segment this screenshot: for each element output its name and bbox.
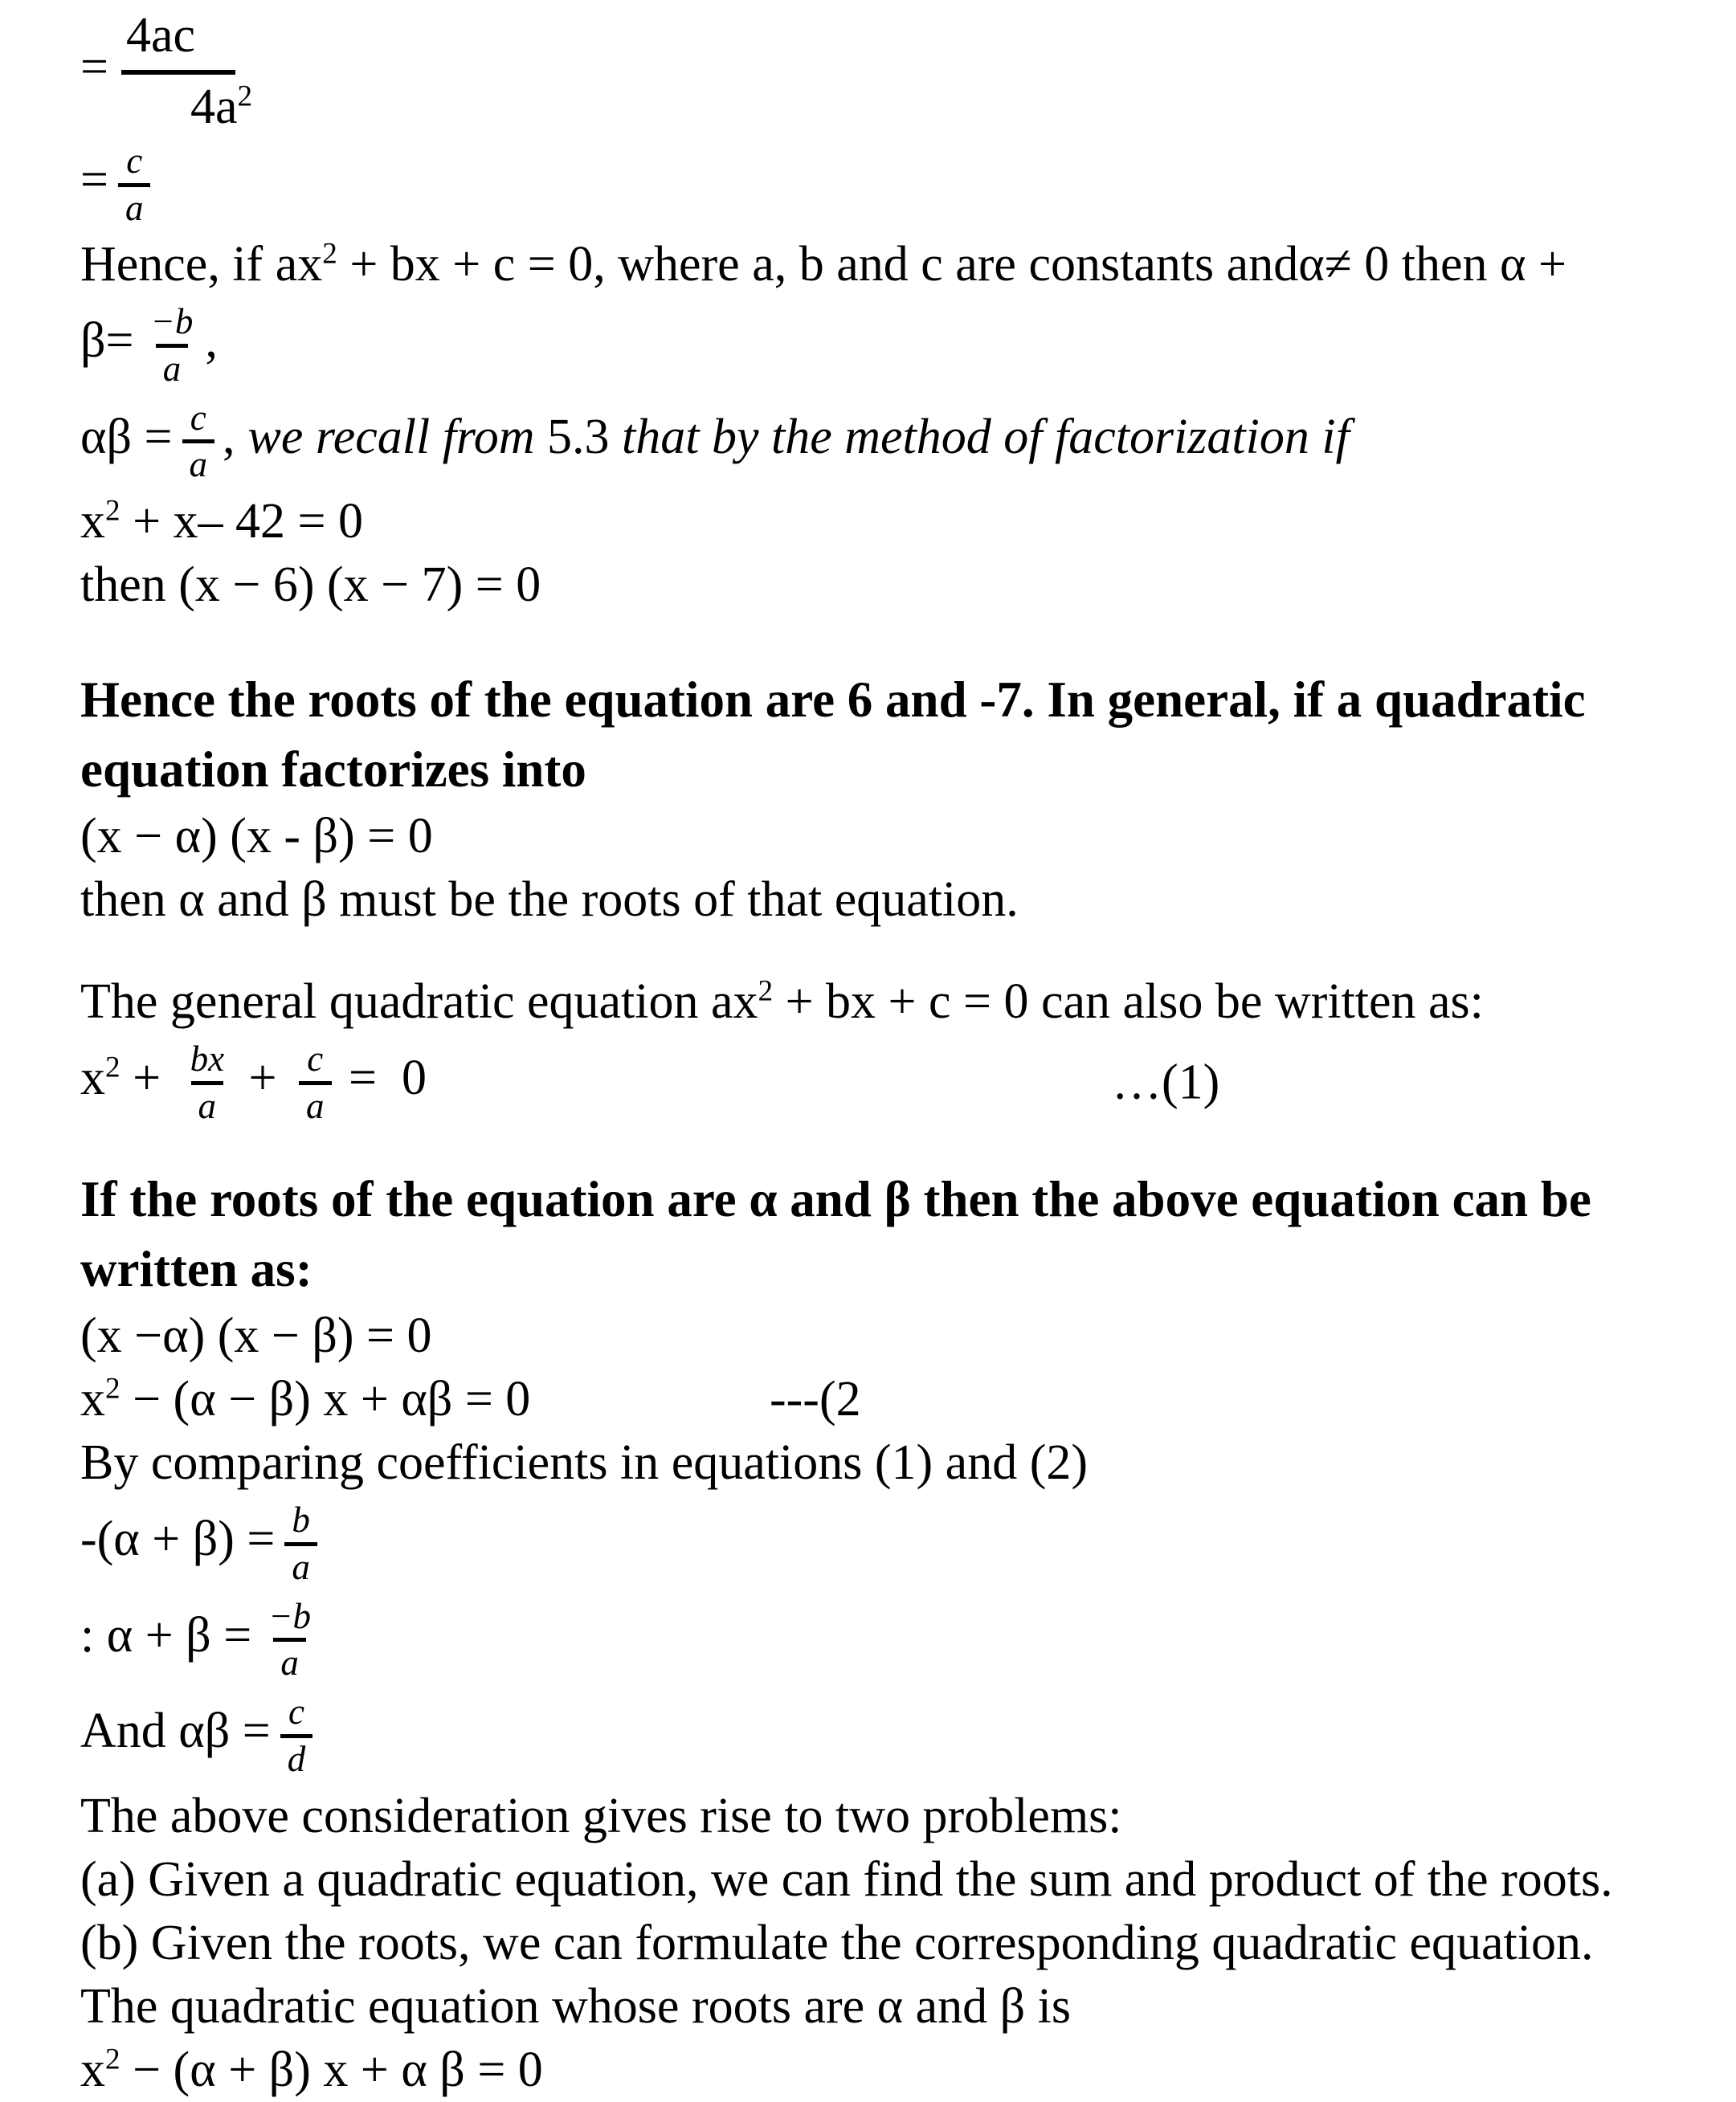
fraction-c-a <box>299 1039 332 1126</box>
paragraph-hence-if: Hence, if $ax^2$ + bx + c = 0, where a, b and c are constants andα≠ 0 then α + <box>80 237 1566 292</box>
equation-reference-2: ---(2 <box>770 1372 861 1427</box>
fraction-numerator: b <box>292 1500 310 1541</box>
superscript: 2 <box>105 1372 120 1406</box>
text-problem-a: (a) Given a quadratic equation, we can find the sum and product of the roots. <box>80 1851 1613 1907</box>
italic-note: that by the method of factorization if <box>609 409 1350 464</box>
text-two-problems: The above consideration gives rise to two problems: <box>80 1788 1122 1843</box>
fraction-numerator: 4ac <box>121 8 235 75</box>
fraction-numerator: −b <box>268 1595 312 1636</box>
equation-sum: : α + β = $\frac{-b}{a}$ <box>80 1593 1717 1687</box>
fraction-denominator: a <box>299 1081 332 1127</box>
bold-heading-roots: Hence the roots of the equation are 6 and -7. In general, if a quadratic <box>80 671 1586 728</box>
equation-sum-negative: -(α + β) = $\frac{b}{a}$ <box>80 1496 1717 1590</box>
italic-note: we recall from <box>247 409 548 464</box>
fraction-denominator: a <box>156 344 189 390</box>
fraction-bx-a <box>183 1039 231 1126</box>
equation-final: $x^2 - (\alpha + \beta) x + \alpha$ β = 0 <box>80 2042 543 2097</box>
text-general-quadratic: The general quadratic equation $ax^2$ + bx + c = 0 can also be written as: <box>80 974 1484 1029</box>
equation-1: $x^2$ + $\frac{bx}{a}$ + $\frac{c}{a}$ = 0 …(1) <box>80 1039 1220 1126</box>
equation-x2-plus-x-minus-42: $x^2 + x-$ 42 = 0 <box>80 494 364 549</box>
fraction-denominator: $4a^2$ <box>190 80 253 135</box>
fraction-c-a <box>182 398 215 485</box>
equation-2: $x^2 - (\alpha - \beta) x + \alpha\beta = 0$ ---(2 <box>80 1368 1717 1431</box>
fraction-denominator: a <box>273 1638 306 1684</box>
fraction-minus-b-a <box>261 1596 318 1684</box>
fraction-denominator: a <box>118 183 151 229</box>
fraction-c-d <box>280 1692 313 1779</box>
equation-x-alpha-x-beta: (x − α) (x - β) = 0 <box>80 809 433 863</box>
equation-factored: then (x − 6) (x − 7) = 0 <box>80 557 541 612</box>
comma: , <box>205 313 218 369</box>
equation-x-alpha-x-beta-2: (x −α) (x − β) = 0 <box>80 1308 432 1364</box>
fraction-minus-b-a <box>144 301 201 389</box>
equation-product: And αβ = $\frac{c}{d}$ <box>80 1688 1717 1782</box>
fraction-numerator: c <box>190 397 206 438</box>
fraction-c-a <box>118 141 151 228</box>
text-problem-b: (b) Given the roots, we can formulate the corresponding quadratic equation. <box>80 1915 1594 1970</box>
fraction-numerator: c <box>126 140 143 181</box>
fraction-denominator: d <box>280 1734 313 1780</box>
superscript: 2 <box>105 2042 120 2075</box>
equation-beta: β= $\frac{-b}{a}$ , <box>80 301 218 389</box>
bold-heading-if-roots: If the roots of the equation are α and β then the above equation can be <box>80 1171 1591 1228</box>
text-by-comparing: By comparing coefficients in equations (1) and (2) <box>80 1435 1088 1491</box>
superscript: 2 <box>105 494 120 528</box>
equation-4ac-over-4a-squared <box>80 8 1717 136</box>
fraction-numerator: c <box>288 1692 305 1733</box>
fraction-4ac-4a2 <box>121 8 252 136</box>
bold-heading-if-roots-line2: written as: <box>80 1241 312 1298</box>
fraction-denominator: a <box>284 1542 317 1588</box>
superscript: 2 <box>237 80 253 113</box>
equation-reference-1: …(1) <box>1112 1055 1220 1110</box>
superscript: 2 <box>322 237 337 271</box>
equation-c-over-a <box>80 137 1717 231</box>
section-reference: 5.3 <box>547 409 610 464</box>
superscript: 2 <box>758 974 774 1008</box>
bold-heading-roots-line2: equation factorizes into <box>80 741 586 798</box>
equals-sign: = <box>80 152 108 207</box>
fraction-numerator: c <box>307 1039 324 1079</box>
fraction-denominator: a <box>182 439 215 485</box>
comma: , <box>223 409 235 464</box>
equals-sign: = <box>80 39 108 95</box>
fraction-numerator: bx <box>190 1039 225 1079</box>
text-roots-of-equation: then α and β must be the roots of that equation. <box>80 872 1019 927</box>
fraction-b-a <box>284 1500 317 1587</box>
fraction-denominator: a <box>191 1081 224 1127</box>
equation-alpha-beta-product: αβ = $\frac{c}{a}$ , we recall from 5.3 that by the method of factorization if <box>80 397 1350 485</box>
superscript: 2 <box>105 1051 120 1084</box>
fraction-numerator: −b <box>150 301 194 342</box>
text-quadratic-whose-roots: The quadratic equation whose roots are α and β is <box>80 1978 1072 2034</box>
